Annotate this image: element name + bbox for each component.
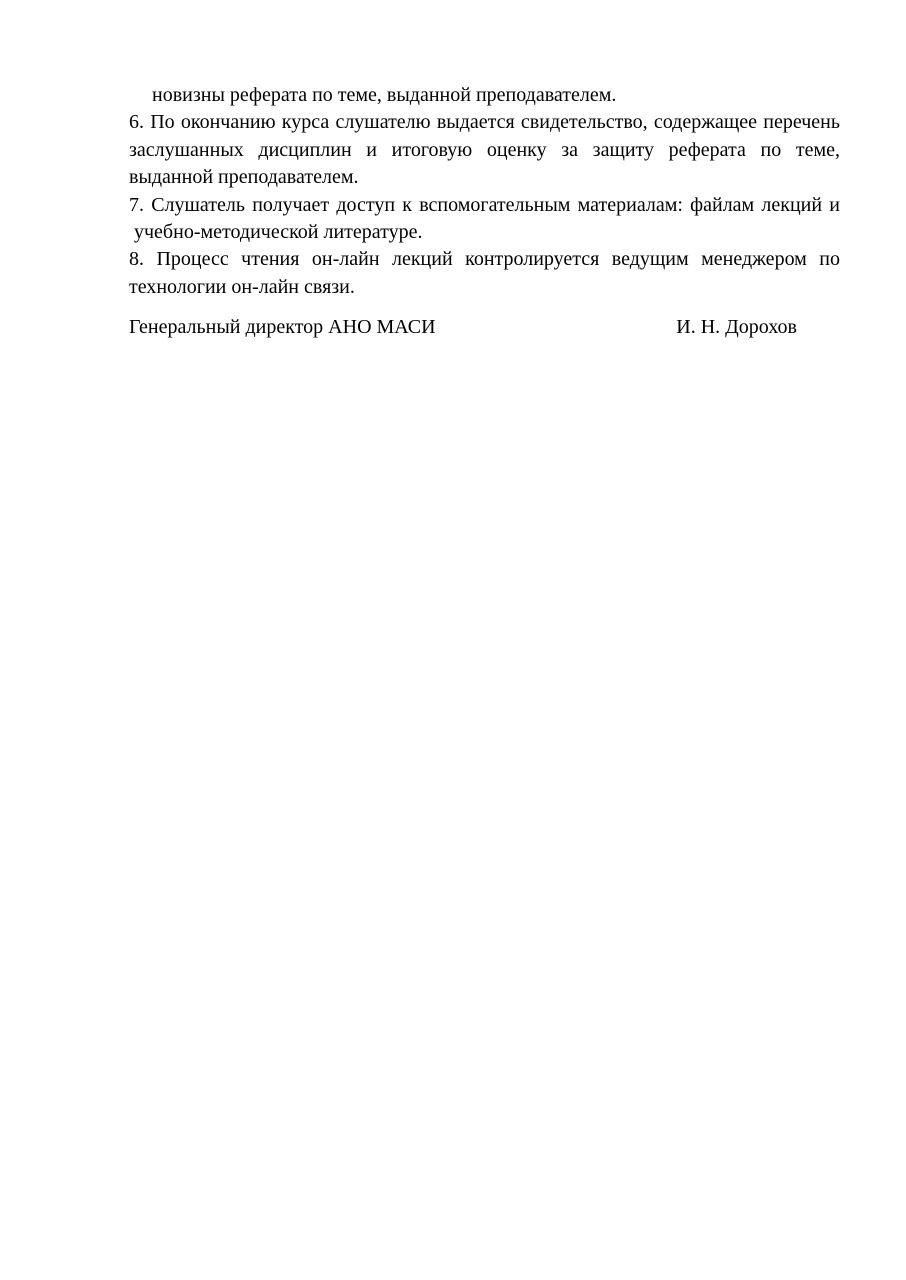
signature-row	[129, 314, 840, 341]
paragraph-item-8: 8. Процесс чтения он-лайн лекций контролируется ведущим менеджером по технологии он-лайн связи.	[129, 248, 840, 298]
paragraph-item-7: 7. Слушатель получает доступ к вспомогательным материалам: файлам лекций и учебно-методической литературе.	[129, 193, 840, 244]
document-text-block	[129, 82, 840, 342]
paragraph-item-6: 6. По окончанию курса слушателю выдается свидетельство, содержащее перечень заслушанных дисциплин и итоговую оценку за защиту реферата по теме, выданной преподавателем.	[129, 111, 840, 189]
signature-title: Генеральный директор АНО МАСИ	[129, 316, 436, 339]
signature-name: И. Н. Дорохов	[676, 316, 797, 339]
paragraph-continuation: новизны реферата по теме, выданной преподавателем.	[152, 84, 617, 106]
